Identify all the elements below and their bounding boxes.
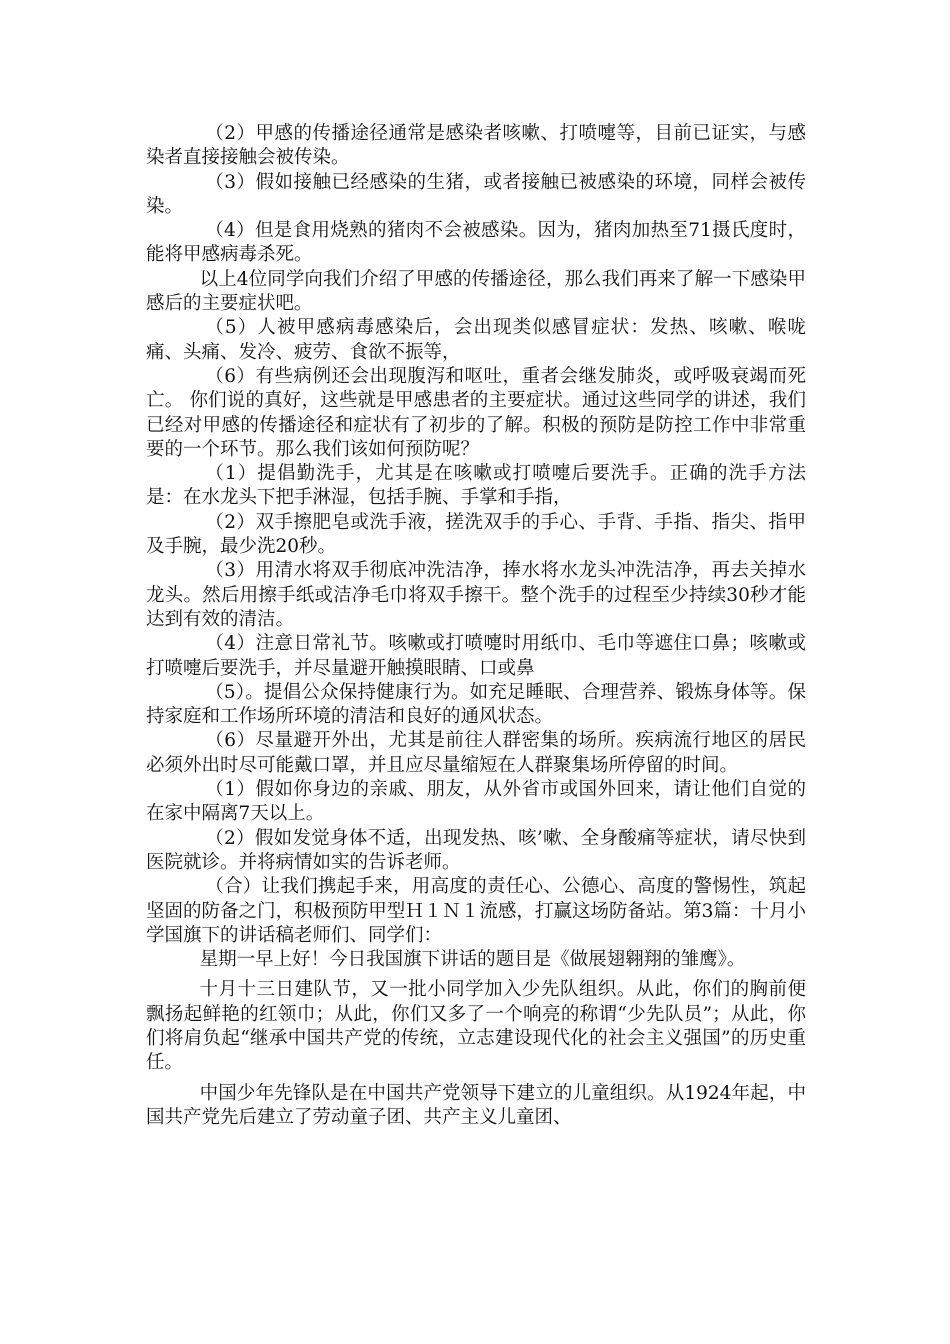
paragraph: （3）假如接触已经感染的生猪，或者接触已被感染的环境，同样会被传染。 [146, 171, 806, 217]
paragraph: 十月十三日建队节，又一批小同学加入少先队组织。从此，你们的胸前便飘扬起鲜艳的红领巾；从此，你们又多了一个响亮的称谓“少先队员”；从此，你们将肩负起“继承中国共产党的传统，立志建设现代化的社会主义强国”的历史重任。 [146, 979, 806, 1074]
document-page [146, 122, 806, 1130]
paragraph: 星期一早上好！今日我国旗下讲话的题目是《做展翅翱翔的雏鹰》。 [199, 949, 746, 971]
paragraph: （2）甲感的传播途径通常是感染者咳嗽、打喷嚏等，目前已证实，与感染者直接接触会被传染。 [146, 123, 806, 169]
paragraph: （3）用清水将双手彻底冲洗洁净，捧水将水龙头冲洗洁净，再去关掉水龙头。然后用擦手纸或洁净毛巾将双手擦干。整个洗手的过程至少持续30秒才能达到有效的清洁。 [146, 560, 806, 630]
paragraph: （1）提倡勤洗手，尤其是在咳嗽或打喷嚏后要洗手。正确的洗手方法是：在水龙头下把手淋湿，包括手腕、手掌和手指， [146, 463, 806, 509]
paragraph: （合）让我们携起手来，用高度的责任心、公德心、高度的警惕性，筑起坚固的防备之门，积极预防甲型Ｈ１Ｎ１流感，打赢这场防备站。第3篇：十月小学国旗下的讲话稿老师们、同学们： [146, 876, 806, 946]
paragraph: （5）人被甲感病毒感染后，会出现类似感冒症状：发热、咳嗽、喉咙痛、头痛、发冷、疲劳、食欲不振等， [146, 317, 806, 363]
paragraph: （4）但是食用烧熟的猪肉不会被感染。因为，猪肉加热至71摄氏度时，能将甲感病毒杀死。 [146, 220, 806, 266]
paragraph: （4）注意日常礼节。咳嗽或打喷嚏时用纸巾、毛巾等遮住口鼻；咳嗽或打喷嚏后要洗手，并尽量避开触摸眼睛、口或鼻 [146, 633, 806, 679]
paragraph: （2）假如发觉身体不适，出现发热、咳’嗽、全身酸痛等症状，请尽快到医院就诊。并将病情如实的告诉老师。 [146, 827, 806, 873]
paragraph: （1）假如你身边的亲戚、朋友，从外省市或国外回来，请让他们自觉的在家中隔离7天以上。 [146, 779, 806, 825]
paragraph: （2）双手擦肥皂或洗手液，搓洗双手的手心、手背、手指、指尖、指甲及手腕，最少洗20秒。 [146, 511, 806, 558]
paragraph: （5）。提倡公众保持健康行为。如充足睡眠、合理营养、锻炼身体等。保持家庭和工作场所环境的清洁和良好的通风状态。 [146, 681, 806, 728]
paragraph: 中国少年先锋队是在中国共产党领导下建立的儿童组织。从1924年起，中国共产党先后建立了劳动童子团、共产主义儿童团、 [146, 1082, 806, 1128]
paragraph: 以上4位同学向我们介绍了甲感的传播途径，那么我们再来了解一下感染甲感后的主要症状吧。 [146, 268, 806, 315]
paragraph: （6）尽量避开外出，尤其是前往人群密集的场所。疾病流行地区的居民必须外出时尽可能戴口罩，并且应尽量缩短在人群聚集场所停留的时间。 [146, 730, 806, 776]
paragraph: （6）有些病例还会出现腹泻和呕吐，重者会继发肺炎，或呼吸衰竭而死亡。 你们说的真好，这些就是甲感患者的主要症状。通过这些同学的讲述，我们已经对甲感的传播途径和症状有了初步的了解。积极的预防是防控工作中非常重要的一个环节。那么我们该如何预防呢？ [146, 365, 806, 460]
